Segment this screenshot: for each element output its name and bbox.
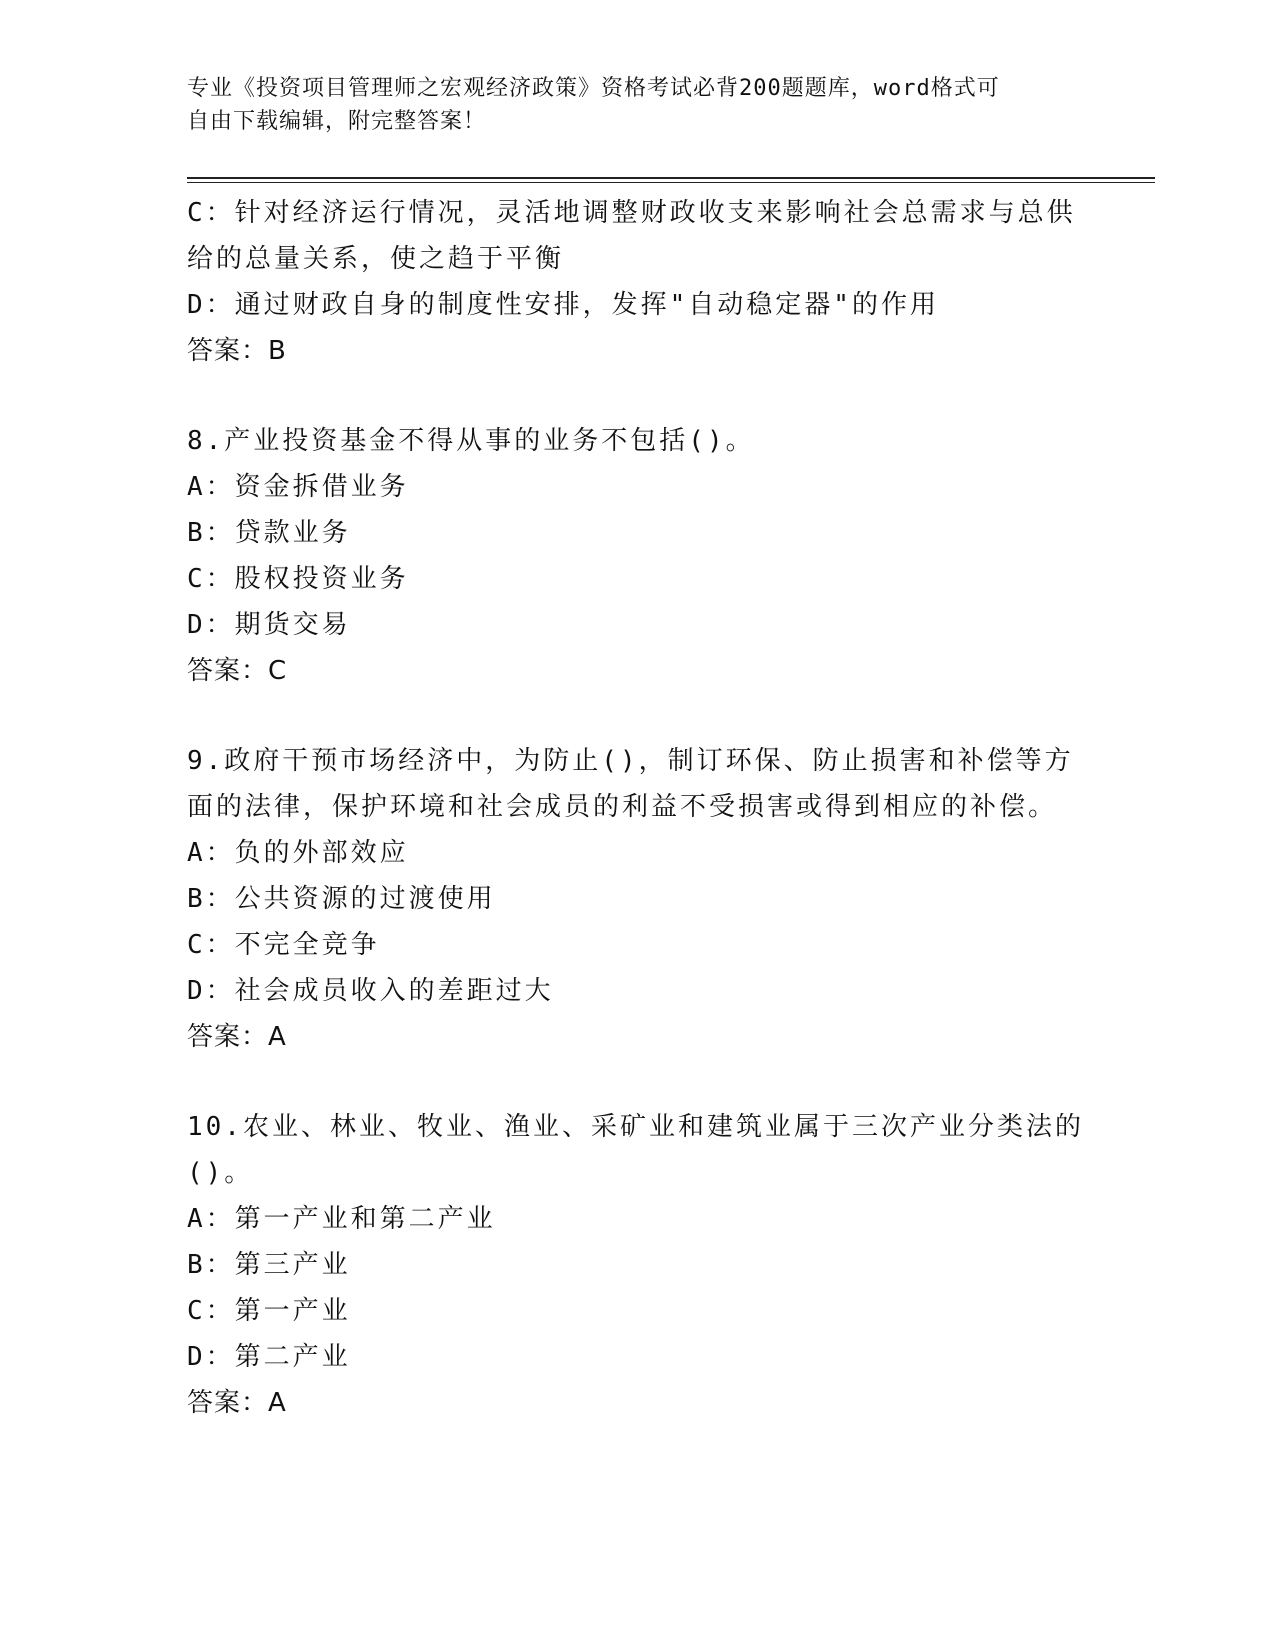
answer: 答案：A	[187, 1388, 287, 1418]
option-c-line-1: C：针对经济运行情况，灵活地调整财政收支来影响社会总需求与总供	[187, 198, 1076, 228]
option-c: C：不完全竞争	[187, 930, 380, 960]
question-9	[187, 738, 1137, 1060]
header-line-2: 自由下载编辑，附完整答案！	[187, 109, 487, 134]
question-stem-line-1: 10.农业、林业、牧业、渔业、采矿业和建筑业属于三次产业分类法的	[187, 1112, 1084, 1142]
option-b: B：公共资源的过渡使用	[187, 884, 496, 914]
option-c: C：第一产业	[187, 1296, 351, 1326]
option-d: D：第二产业	[187, 1342, 351, 1372]
question-8	[187, 418, 1137, 694]
question-7-partial	[187, 190, 1137, 374]
option-d: D：通过财政自身的制度性安排，发挥"自动稳定器"的作用	[187, 290, 939, 320]
question-stem-line-1: 9.政府干预市场经济中，为防止()，制订环保、防止损害和补偿等方	[187, 746, 1074, 776]
option-a: A：第一产业和第二产业	[187, 1204, 496, 1234]
question-10	[187, 1104, 1137, 1426]
option-b: B：第三产业	[187, 1250, 351, 1280]
option-d: D：期货交易	[187, 610, 351, 640]
spacer	[187, 374, 1137, 418]
question-stem-line-2: ()。	[187, 1158, 254, 1188]
document-header	[187, 72, 1087, 138]
header-divider	[187, 177, 1155, 179]
header-line-1: 专业《投资项目管理师之宏观经济政策》资格考试必背200题题库，word格式可	[187, 76, 1000, 101]
answer: 答案：A	[187, 1022, 287, 1052]
answer: 答案：C	[187, 656, 288, 686]
question-stem-line-2: 面的法律，保护环境和社会成员的利益不受损害或得到相应的补偿。	[187, 792, 1058, 822]
option-c: C：股权投资业务	[187, 564, 409, 594]
option-d: D：社会成员收入的差距过大	[187, 976, 554, 1006]
document-body	[187, 190, 1137, 1426]
option-a: A：资金拆借业务	[187, 472, 409, 502]
option-c-line-2: 给的总量关系，使之趋于平衡	[187, 244, 565, 274]
question-stem: 8.产业投资基金不得从事的业务不包括()。	[187, 426, 755, 456]
spacer	[187, 1060, 1137, 1104]
option-b: B：贷款业务	[187, 518, 351, 548]
option-a: A：负的外部效应	[187, 838, 409, 868]
answer: 答案：B	[187, 336, 287, 366]
header-divider-thin	[187, 182, 1155, 183]
spacer	[187, 694, 1137, 738]
